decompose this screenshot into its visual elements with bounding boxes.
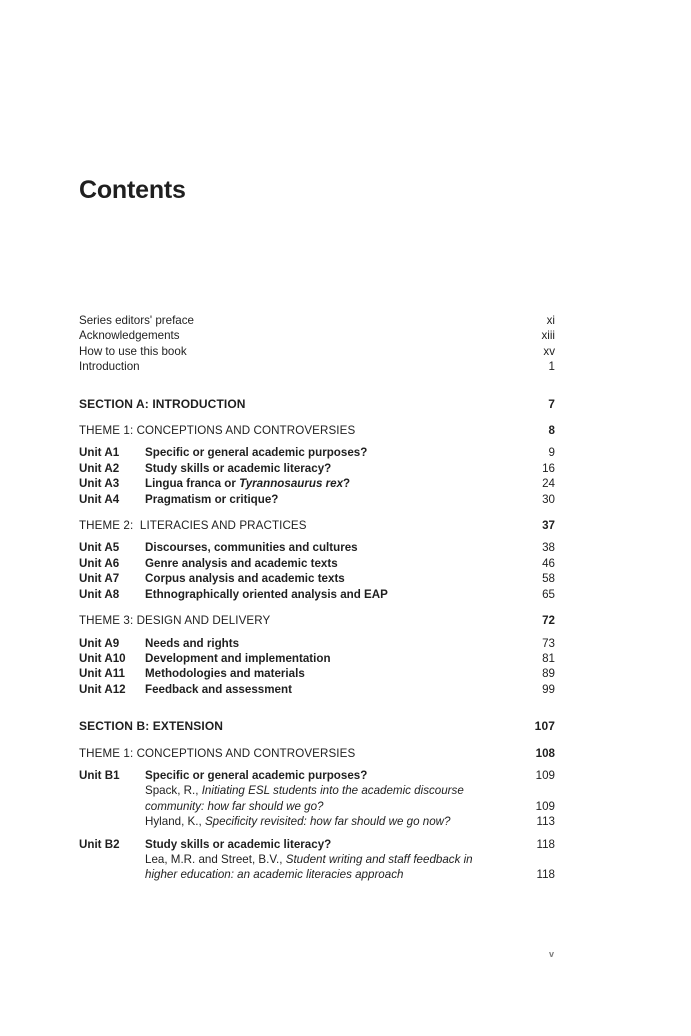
unit-code: Unit A10 — [79, 651, 126, 665]
unit-title: Specific or general academic purposes? — [145, 768, 368, 782]
unit-title: Feedback and assessment — [145, 682, 292, 696]
unit-code: Unit A12 — [79, 682, 126, 696]
unit-page: 58 — [542, 572, 555, 586]
unit-title-part: ? — [343, 477, 351, 491]
toc-unit-a9[interactable] — [79, 636, 555, 651]
toc-entry-how-to-use[interactable] — [79, 344, 555, 359]
toc-reading-lea-street-cont[interactable] — [79, 867, 555, 882]
theme-page: 72 — [542, 614, 555, 628]
entry-title: Introduction — [79, 360, 140, 374]
reading-page: 109 — [535, 799, 555, 813]
entry-page: xi — [546, 314, 555, 327]
table-of-contents — [79, 313, 555, 883]
theme-title: THEME 1: CONCEPTIONS AND CONTROVERSIES — [79, 746, 356, 760]
toc-unit-a1[interactable] — [79, 445, 555, 460]
entry-title: Series editors' preface — [79, 314, 194, 327]
reading-title-line: Specificity revisited: how far should we go now? — [204, 815, 451, 829]
unit-title: Study skills or academic literacy? — [145, 461, 332, 475]
unit-page: 46 — [542, 556, 555, 570]
unit-title: Development and implementation — [145, 651, 331, 665]
unit-page: 109 — [535, 768, 555, 782]
toc-unit-a2[interactable] — [79, 461, 555, 476]
toc-theme-b1[interactable] — [79, 746, 555, 761]
toc-theme-a1[interactable] — [79, 423, 555, 438]
toc-unit-a8[interactable] — [79, 587, 555, 602]
reading-title-line: Initiating ESL students into the academic discourse — [201, 784, 464, 798]
page-number: v — [549, 949, 555, 959]
unit-page: 81 — [542, 651, 555, 665]
unit-page: 16 — [542, 461, 555, 475]
toc-unit-b1[interactable] — [79, 768, 555, 783]
unit-code: Unit A3 — [79, 477, 120, 491]
toc-theme-a3[interactable] — [79, 613, 555, 628]
reading-title-line: higher education: an academic literacies approach — [145, 868, 404, 882]
toc-entry-acknowledgements[interactable] — [79, 328, 555, 343]
entry-title: How to use this book — [79, 344, 187, 358]
unit-code: Unit A7 — [79, 572, 120, 586]
unit-title: Specific or general academic purposes? — [145, 446, 368, 460]
unit-title-part: Lingua franca or — [145, 477, 240, 491]
theme-title: THEME 1: CONCEPTIONS AND CONTROVERSIES — [79, 424, 356, 438]
toc-reading-spack-cont[interactable] — [79, 799, 555, 814]
toc-section-b[interactable] — [79, 719, 555, 734]
reading-author: Lea, M.R. and Street, B.V., — [145, 852, 286, 866]
toc-unit-b2[interactable] — [79, 837, 555, 852]
toc-entry-preface[interactable] — [79, 313, 555, 328]
unit-page: 9 — [548, 446, 555, 460]
toc-unit-a7[interactable] — [79, 571, 555, 586]
unit-title: Discourses, communities and cultures — [145, 541, 358, 555]
unit-code: Unit A2 — [79, 461, 120, 475]
entry-page: 1 — [548, 360, 555, 374]
unit-code: Unit A11 — [79, 667, 125, 681]
unit-title: Pragmatism or critique? — [145, 492, 279, 506]
toc-unit-a10[interactable] — [79, 651, 555, 666]
section-title: SECTION A: INTRODUCTION — [79, 396, 246, 411]
entry-page: xiii — [541, 329, 555, 343]
reading-title — [145, 852, 515, 867]
toc-reading-spack[interactable] — [79, 783, 555, 798]
theme-page: 108 — [535, 746, 555, 760]
reading-title — [145, 799, 515, 814]
toc-unit-a6[interactable] — [79, 556, 555, 571]
toc-section-a[interactable] — [79, 397, 555, 412]
unit-code: Unit B2 — [79, 837, 120, 851]
unit-title: Study skills or academic literacy? — [145, 837, 332, 851]
unit-title: Ethnographically oriented analysis and EAP — [145, 587, 388, 601]
unit-page: 30 — [542, 492, 555, 506]
section-page: 107 — [534, 719, 555, 734]
unit-title: Methodologies and materials — [145, 667, 305, 681]
reading-author: Hyland, K., — [145, 815, 205, 829]
unit-page: 65 — [542, 587, 555, 601]
toc-unit-a12[interactable] — [79, 682, 555, 697]
entry-page: xv — [543, 344, 555, 358]
unit-title-italic: Tyrannosaurus rex — [239, 477, 344, 491]
section-page: 7 — [548, 396, 555, 411]
theme-page: 8 — [548, 424, 555, 438]
toc-theme-a2[interactable] — [79, 518, 555, 533]
unit-page: 73 — [542, 636, 555, 650]
unit-title: Needs and rights — [145, 636, 240, 650]
reading-page: 113 — [536, 815, 555, 829]
reading-title — [145, 783, 515, 798]
unit-code: Unit A8 — [79, 587, 120, 601]
unit-page: 89 — [542, 667, 555, 681]
toc-reading-lea-street[interactable] — [79, 852, 555, 867]
toc-entry-introduction[interactable] — [79, 359, 555, 374]
unit-code: Unit B1 — [79, 768, 120, 782]
unit-code: Unit A9 — [79, 636, 120, 650]
unit-page: 24 — [542, 477, 555, 491]
unit-title — [145, 476, 515, 491]
unit-page: 118 — [536, 837, 555, 851]
section-title: SECTION B: EXTENSION — [79, 719, 224, 734]
toc-unit-a5[interactable] — [79, 540, 555, 555]
unit-code: Unit A5 — [79, 541, 120, 555]
reading-title-line: community: how far should we go? — [145, 799, 324, 813]
unit-page: 99 — [542, 682, 555, 696]
unit-title: Corpus analysis and academic texts — [145, 572, 345, 586]
unit-page: 38 — [542, 541, 555, 555]
toc-unit-a3[interactable] — [79, 476, 555, 491]
theme-page: 37 — [542, 519, 555, 533]
reading-title — [145, 867, 515, 882]
theme-title: THEME 3: DESIGN AND DELIVERY — [79, 614, 271, 628]
toc-unit-a4[interactable] — [79, 492, 555, 507]
unit-title: Genre analysis and academic texts — [145, 556, 338, 570]
reading-author: Spack, R., — [145, 784, 202, 798]
unit-code: Unit A1 — [79, 446, 120, 460]
theme-title: THEME 2: LITERACIES AND PRACTICES — [79, 519, 307, 533]
toc-unit-a11[interactable] — [79, 666, 555, 681]
page-title: Contents — [79, 176, 186, 204]
toc-reading-hyland[interactable] — [79, 814, 555, 829]
unit-code: Unit A6 — [79, 556, 120, 570]
reading-page: 118 — [536, 868, 555, 882]
reading-title-line: Student writing and staff feedback in — [285, 852, 473, 866]
reading-title — [145, 814, 515, 829]
unit-code: Unit A4 — [79, 492, 120, 506]
entry-title: Acknowledgements — [79, 329, 180, 343]
